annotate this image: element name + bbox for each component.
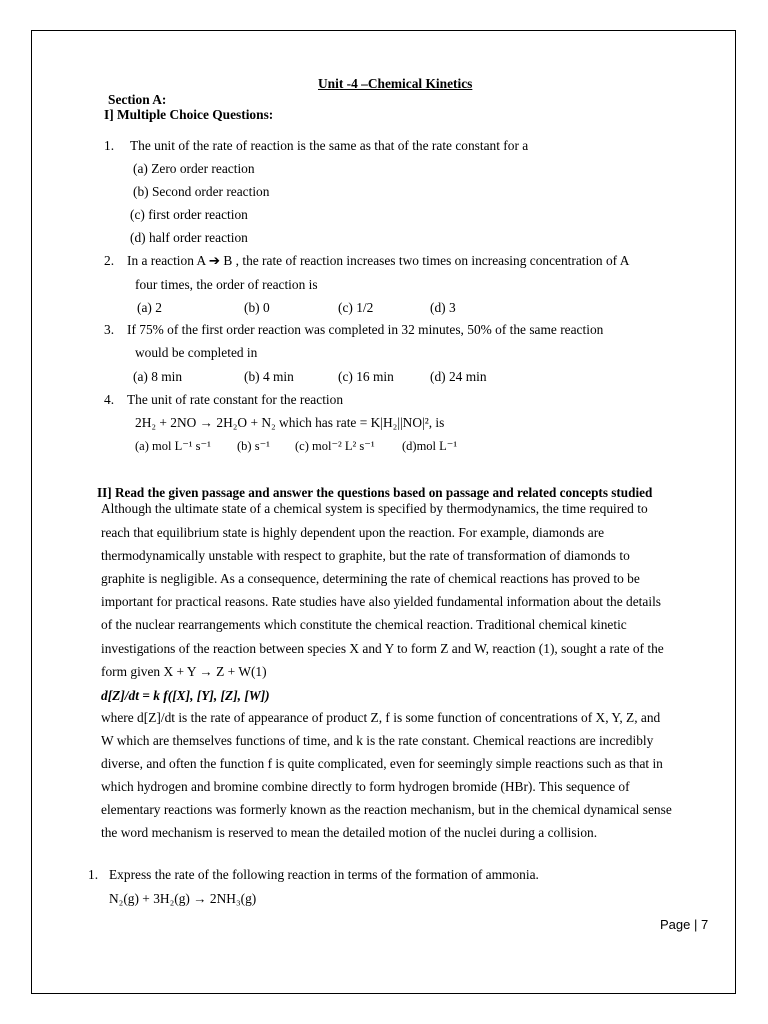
q2-text-line1: In a reaction A ➔ B , the rate of reaction increases two times on increasing concentration of A [127, 253, 630, 268]
passage-line: investigations of the reaction between species X and Y to form Z and W, reaction (1), sought a rate of the [101, 641, 664, 656]
q4-number: 4. [104, 392, 115, 407]
passage-heading: II] Read the given passage and answer the questions based on passage and related concepts studied [97, 485, 653, 500]
q3-number: 3. [104, 322, 115, 337]
q3-text-line2: would be completed in [135, 345, 258, 360]
pq1-number: 1. [88, 867, 99, 882]
q1-number: 1. [104, 138, 115, 153]
q3-text-line1: If 75% of the first order reaction was completed in 32 minutes, 50% of the same reaction [127, 322, 604, 337]
q1-text: The unit of the rate of reaction is the same as that of the rate constant for a [130, 138, 529, 153]
passage-line: the word mechanism is reserved to mean the detailed motion of the nuclei during a collision. [101, 825, 598, 840]
q4-option-c: (c) mol⁻² L² s⁻¹ [295, 439, 375, 453]
q4-option-d: (d)mol L⁻¹ [402, 439, 458, 453]
page-number: Page | 7 [660, 917, 709, 932]
passage-line: thermodynamically unstable with respect to graphite, but the rate of transformation of diamonds to [101, 548, 630, 563]
mcq-heading: I] Multiple Choice Questions: [104, 107, 274, 122]
q1-option-d: (d) half order reaction [130, 230, 248, 245]
passage-line: graphite is negligible. As a consequence, determining the rate of chemical reactions has proved to be [101, 571, 640, 586]
q3-option-d: (d) 24 min [430, 369, 487, 384]
q4-option-a: (a) mol L⁻¹ s⁻¹ [135, 439, 211, 453]
q1-option-b: (b) Second order reaction [133, 184, 270, 199]
q1-option-a: (a) Zero order reaction [133, 161, 255, 176]
passage-line: where d[Z]/dt is the rate of appearance of product Z, f is some function of concentrations of X, Y, Z, and [101, 710, 661, 725]
pq1-text: Express the rate of the following reaction in terms of the formation of ammonia. [109, 867, 539, 882]
q3-option-b: (b) 4 min [244, 369, 294, 384]
passage-line: Although the ultimate state of a chemical system is specified by thermodynamics, the time required to [101, 501, 648, 516]
q4-option-b: (b) s⁻¹ [237, 439, 270, 453]
q2-text-line2: four times, the order of reaction is [135, 277, 318, 292]
q3-option-c: (c) 16 min [338, 369, 394, 384]
q1-option-c: (c) first order reaction [130, 207, 248, 222]
q2-option-b: (b) 0 [244, 300, 270, 315]
q2-option-a: (a) 2 [137, 300, 162, 315]
passage-line: diverse, and often the function f is quite complicated, even for seemingly simple reactions such as that in [101, 756, 663, 771]
q2-number: 2. [104, 253, 115, 268]
section-a-label: Section A: [108, 92, 167, 107]
passage-line-reaction: form given X + Y → Z + W(1) [101, 664, 267, 679]
page-title: Unit -4 –Chemical Kinetics [318, 76, 473, 91]
q4-reaction: 2H₂ + 2NO → 2H₂O + N₂ which has rate = K|H₂||NO|², is [135, 415, 445, 430]
q2-option-c: (c) 1/2 [338, 300, 374, 315]
passage-line: W which are themselves functions of time, and k is the rate constant. Chemical reactions are incredibly [101, 733, 654, 748]
rate-equation: d[Z]/dt = k f([X], [Y], [Z], [W]) [101, 688, 270, 703]
passage-line: important for practical reasons. Rate studies have also yielded fundamental information about the details [101, 594, 662, 609]
q3-option-a: (a) 8 min [133, 369, 183, 384]
passage-line: which hydrogen and bromine combine directly to form hydrogen bromide (HBr). This sequence of [101, 779, 630, 794]
passage-line: reach that equilibrium state is highly dependent upon the reaction. For example, diamonds are [101, 525, 605, 540]
passage-line: elementary reactions was formerly known as the reaction mechanism, but in the chemical dynamical sense [101, 802, 672, 817]
passage-line: of the nuclear rearrangements which constitute the chemical reaction. Traditional chemical kinetic [101, 617, 627, 632]
q4-text: The unit of rate constant for the reaction [127, 392, 344, 407]
pq1-reaction: N₂(g) + 3H₂(g) → 2NH₃(g) [109, 891, 257, 906]
q2-option-d: (d) 3 [430, 300, 456, 315]
